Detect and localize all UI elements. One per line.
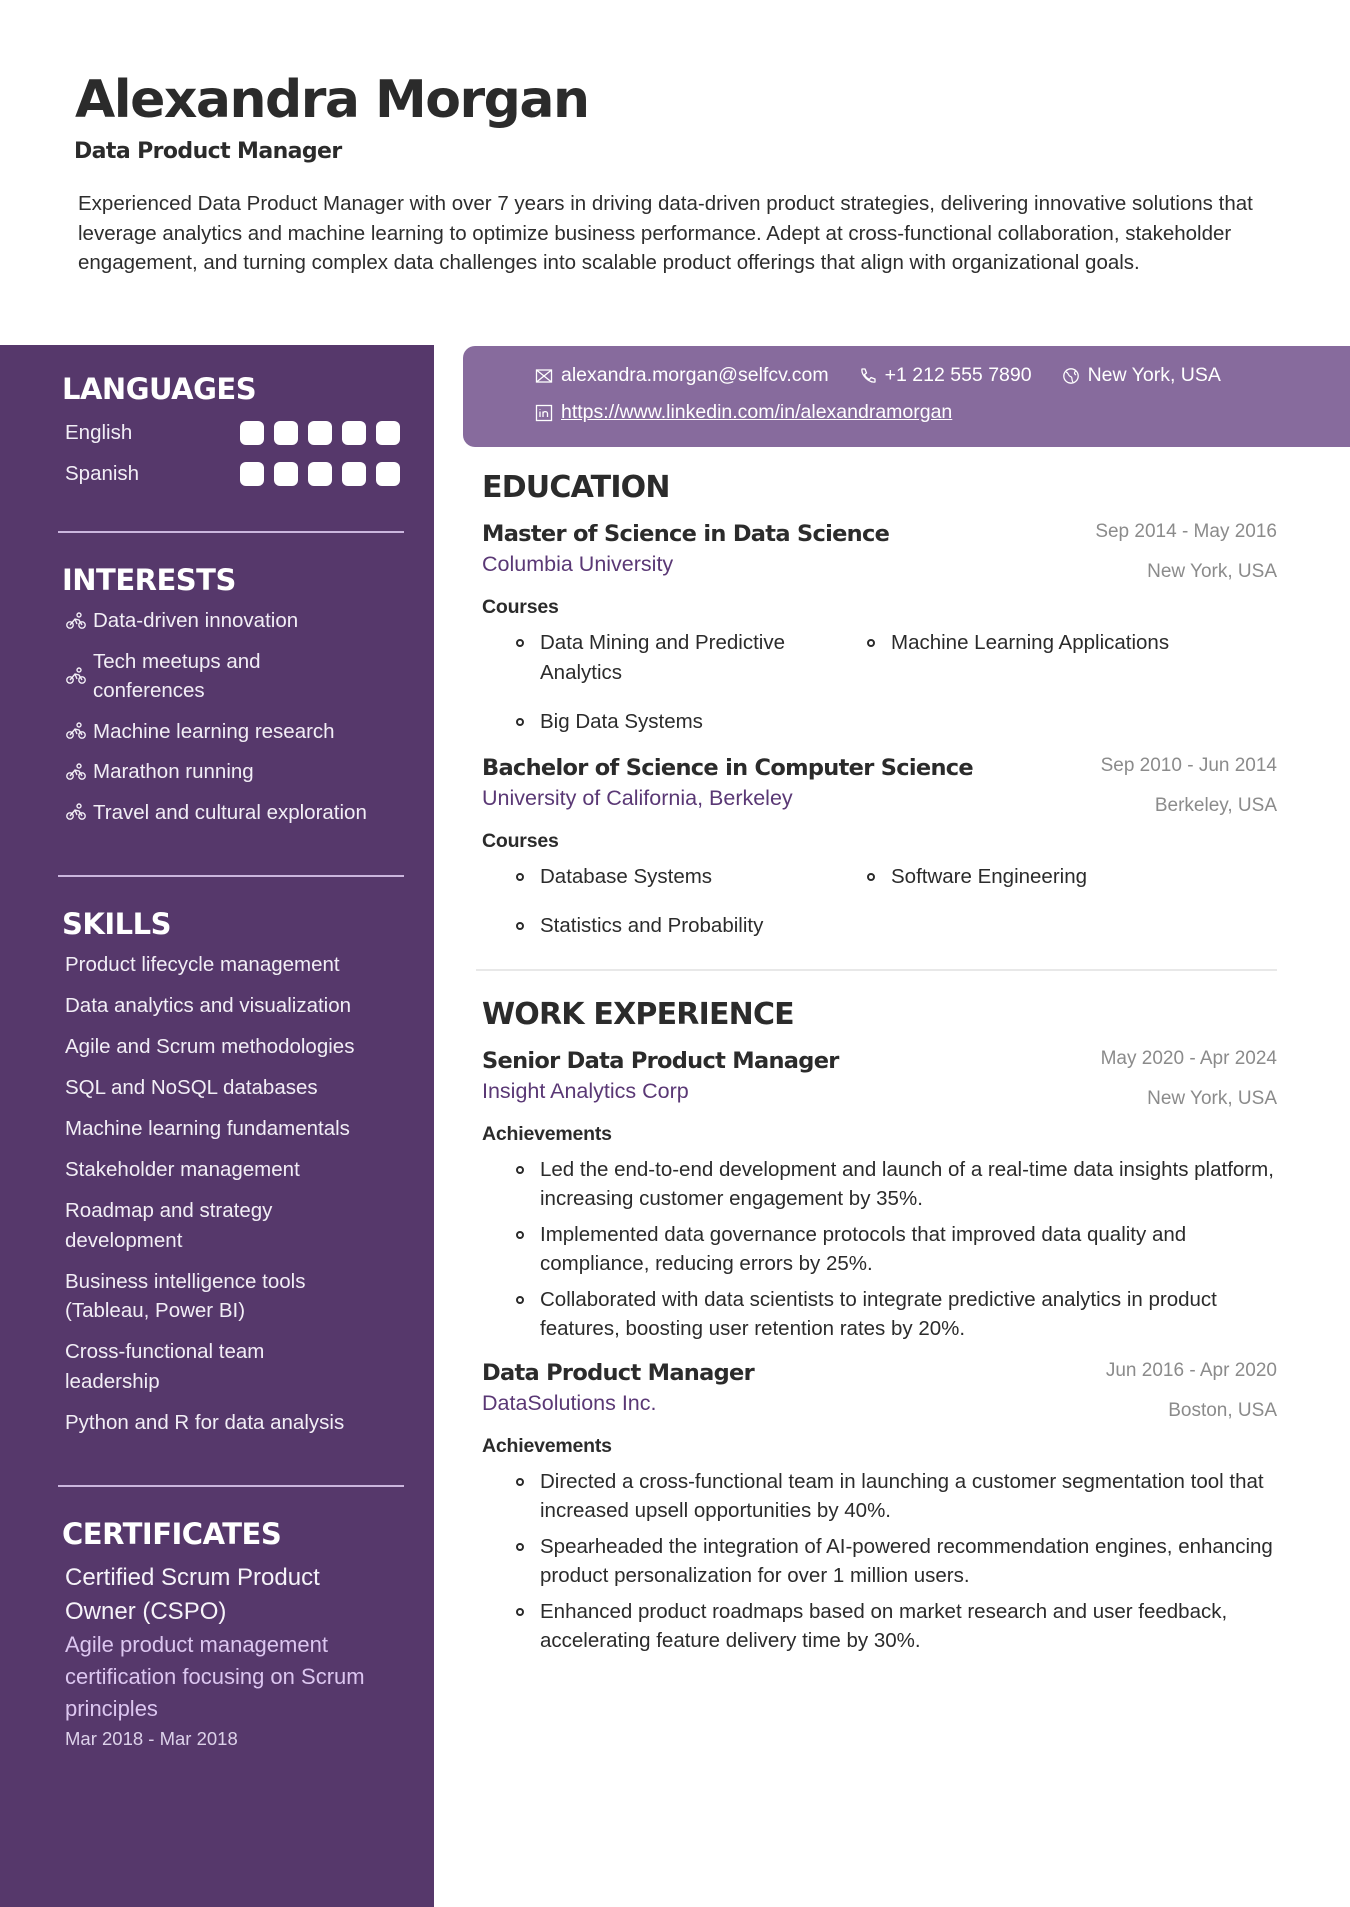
level-dot [308,462,332,486]
phone-text: +1 212 555 7890 [884,364,1032,386]
candidate-name: Alexandra Morgan [75,70,589,130]
contact-banner [463,346,1350,447]
company-name: DataSolutions Inc. [482,1390,657,1415]
interest-label: Marathon running [93,760,254,783]
sidebar-divider [58,875,404,877]
achievements-label: Achievements [482,1122,612,1145]
achievement-item: Enhanced product roadmaps based on market research and user feedback, accelerating feature delivery time by 30%. [482,1597,1277,1656]
experience-section [482,997,1277,1656]
skill-item: Python and R for data analysis [65,1410,345,1434]
achievement-item: Collaborated with data scientists to integrate predictive analytics in product features, boosting user retention rates by 20%. [482,1285,1277,1344]
language-level-dots [240,462,400,486]
bicycle-icon [65,722,87,740]
job-date: May 2020 - Apr 2024 [1100,1047,1277,1069]
bullet-icon [867,639,875,647]
job-title: Senior Data Product Manager [482,1047,839,1074]
school-name: University of California, Berkeley [482,785,793,810]
skill-item: Stakeholder management [65,1158,300,1181]
interest-item [62,606,406,636]
course-item: Data Mining and Predictive Analytics [482,628,867,687]
degree-title: Master of Science in Data Science [482,521,890,547]
certificate-item [62,1561,402,1753]
skill-item: Roadmap and strategy development [65,1199,273,1252]
achievement-item: Directed a cross-functional team in launching a customer segmentation tool that increased upsell opportunities by 40%. [482,1467,1277,1526]
certificate-description: Agile product management certification focusing on Scrum principles [65,1632,365,1721]
school-name: Columbia University [482,552,674,576]
interest-item [62,798,406,828]
degree-title: Bachelor of Science in Computer Science [482,754,973,781]
achievements-list [482,1155,1277,1344]
job-date: Jun 2016 - Apr 2020 [1105,1359,1277,1381]
experience-entry [482,1048,1277,1344]
courses-label: Courses [482,829,559,852]
bullet-icon [516,1478,524,1486]
level-dot [342,462,366,486]
bullet-icon [516,922,524,930]
level-dot [240,421,264,445]
experience-heading: WORK EXPERIENCE [482,996,794,1032]
skill-item: SQL and NoSQL databases [65,1076,318,1099]
achievement-item: Implemented data governance protocols that improved data quality and compliance, reducing errors by 25%. [482,1220,1277,1279]
experience-entry [482,1360,1277,1656]
certificates-section [62,1517,406,1753]
sidebar-divider [58,1485,404,1487]
interests-section [62,563,406,838]
level-dot [240,462,264,486]
language-row [62,453,406,494]
course-item: Database Systems [482,862,867,892]
courses-list [482,862,1277,941]
bullet-icon [516,639,524,647]
bullet-icon [516,1608,524,1616]
candidate-title: Data Product Manager [74,139,342,164]
level-dot [376,462,400,486]
education-location: Berkeley, USA [1154,794,1277,816]
achievement-item: Spearheaded the integration of AI-powered recommendation engines, enhancing product personalization for over 1 million users. [482,1532,1277,1591]
skills-heading: SKILLS [62,907,171,941]
main-content [482,470,1277,1662]
achievements-label: Achievements [482,1434,612,1457]
courses-list [482,628,1277,737]
courses-label: Courses [482,596,559,618]
phone-icon [859,367,877,385]
email-text: alexandra.morgan@selfcv.com [561,364,829,386]
skill-item: Product lifecycle management [65,953,340,976]
bullet-icon [516,718,524,726]
profile-summary: Experienced Data Product Manager with over 7 years in driving data-driven product strategies, delivering innovative solutions that leverage analytics and machine learning to optimize business performance. Adept at cross-functional collaboration, stakeholder engagement, and turning complex data challenges into scalable product offerings that align with organizational goals. [78,192,1253,275]
education-entry [482,755,1277,941]
location-text: New York, USA [1087,364,1221,386]
course-item: Software Engineering [867,862,1247,892]
bullet-icon [516,1231,524,1239]
interest-label: Data-driven innovation [93,609,299,632]
job-location: Boston, USA [1168,1399,1277,1421]
bicycle-icon [65,803,87,821]
bicycle-icon [65,763,87,781]
level-dot [308,421,332,445]
bullet-icon [867,873,875,881]
job-location: New York, USA [1147,1087,1277,1109]
language-row [62,412,406,453]
certificate-name: Certified Scrum Product Owner (CSPO) [65,1564,320,1625]
education-date: Sep 2014 - May 2016 [1095,521,1277,542]
skills-section [62,907,406,1449]
contact-linkedin[interactable] [535,401,952,424]
certificates-heading: CERTIFICATES [62,1517,282,1551]
skill-item: Agile and Scrum methodologies [65,1035,355,1058]
course-item: Machine Learning Applications [867,628,1247,687]
skill-item: Cross-functional team leadership [65,1340,265,1393]
interest-item [62,717,406,747]
linkedin-link[interactable]: https://www.linkedin.com/in/alexandramorgan [561,401,953,423]
education-section [482,470,1277,941]
level-dot [274,421,298,445]
contact-email[interactable] [535,364,829,387]
education-date: Sep 2010 - Jun 2014 [1100,754,1277,776]
interest-item [62,647,406,706]
resume-header [0,0,1350,345]
company-name: Insight Analytics Corp [482,1078,689,1103]
globe-icon [1062,367,1080,385]
course-item: Big Data Systems [482,707,867,737]
certificate-date: Mar 2018 - Mar 2018 [65,1728,238,1749]
sidebar-divider [58,531,404,533]
interest-label: Machine learning research [93,719,335,743]
language-name: Spanish [65,461,140,485]
education-location: New York, USA [1147,561,1277,582]
skill-item: Business intelligence tools (Tableau, Power BI) [65,1269,306,1322]
education-entry [482,521,1277,737]
linkedin-icon [535,404,553,422]
course-item: Statistics and Probability [482,911,867,941]
languages-heading: LANGUAGES [62,372,257,406]
interests-heading: INTERESTS [62,563,236,597]
bicycle-icon [65,667,87,685]
job-title: Data Product Manager [482,1359,754,1386]
bullet-icon [516,873,524,881]
languages-section [62,372,406,494]
bullet-icon [516,1166,524,1174]
achievements-list [482,1467,1277,1656]
level-dot [376,421,400,445]
language-name: English [65,420,133,444]
contact-location [1062,364,1221,387]
achievement-item: Led the end-to-end development and launch of a real-time data insights platform, increasing customer engagement by 35%. [482,1155,1277,1214]
bicycle-icon [65,612,87,630]
skill-item: Machine learning fundamentals [65,1117,350,1140]
interest-label: Tech meetups and conferences [93,649,261,702]
section-divider [476,969,1277,971]
level-dot [342,421,366,445]
bullet-icon [516,1296,524,1304]
contact-phone[interactable] [859,364,1032,387]
bullet-icon [516,1543,524,1551]
skill-item: Data analytics and visualization [65,994,352,1017]
interest-label: Travel and cultural exploration [93,800,367,824]
language-level-dots [240,421,400,445]
level-dot [274,462,298,486]
interest-item [62,757,406,787]
sidebar [0,345,434,1907]
envelope-icon [535,367,553,385]
education-heading: EDUCATION [482,470,670,505]
